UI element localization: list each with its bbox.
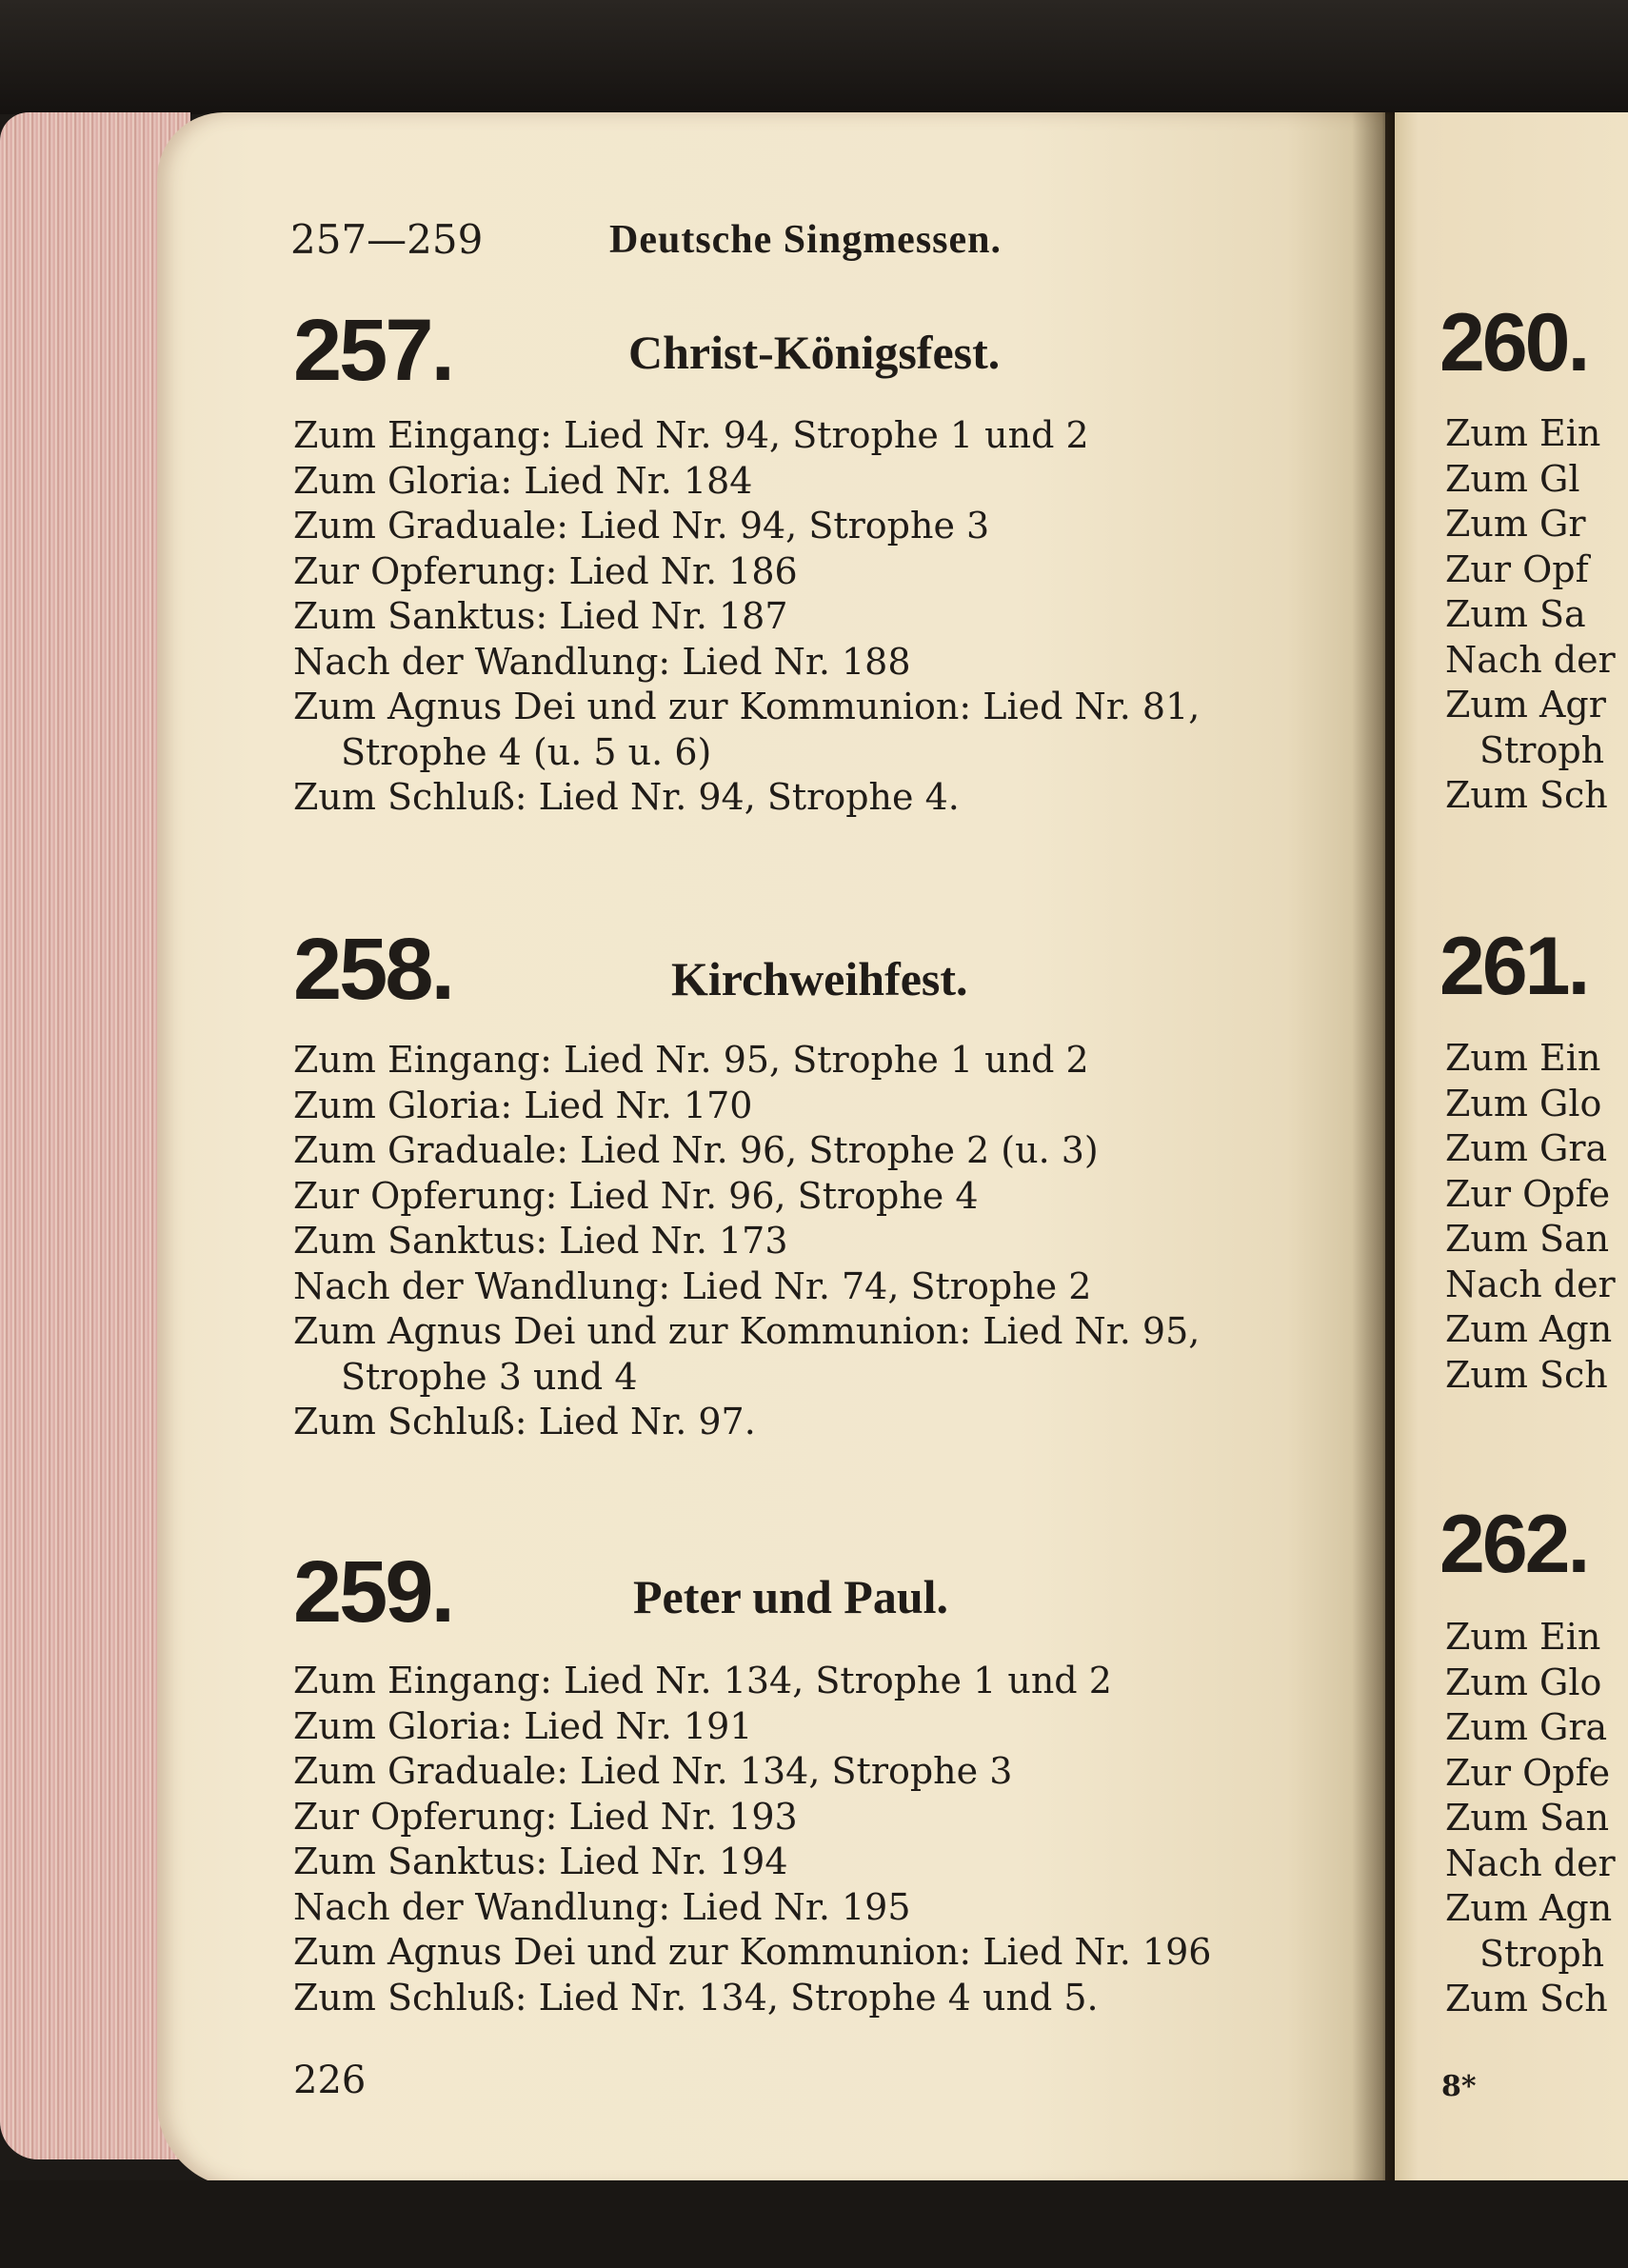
entry-line: Zum Graduale: Lied Nr. 94, Strophe 3 [293, 505, 990, 547]
entry-line: Nach der Wandlung: Lied Nr. 195 [293, 1885, 911, 1928]
book-cover-top [0, 0, 1628, 114]
section-number-259: 259. [293, 1543, 453, 1641]
entry-line: Zum Gr [1445, 503, 1586, 545]
entry-line: Zum Gloria: Lied Nr. 184 [293, 459, 753, 502]
entry-line: Zum Gloria: Lied Nr. 170 [293, 1084, 753, 1126]
entry-line: Zum Schluß: Lied Nr. 134, Strophe 4 und 5. [293, 1976, 1099, 2019]
entry-line: Zum Sch [1445, 1978, 1608, 2019]
page-range: 257—259 [290, 216, 484, 263]
entry-line: Zum Gloria: Lied Nr. 191 [293, 1704, 753, 1747]
entry-line-continued: Stroph [1479, 1932, 1605, 1975]
entry-line: Zum Sa [1445, 593, 1586, 635]
entry-line: Zum Sch [1445, 1353, 1608, 1396]
entry-line: Zum Sanktus: Lied Nr. 187 [293, 595, 788, 637]
entry-line: Zum Graduale: Lied Nr. 96, Strophe 2 (u. 3) [293, 1129, 1099, 1171]
entry-line: Zum Ein [1445, 1616, 1601, 1658]
entry-line: Zum Sch [1445, 774, 1608, 816]
running-head [290, 211, 1338, 269]
section-title-259: Peter und Paul. [633, 1570, 949, 1623]
section-entries-258 [293, 1038, 1379, 1445]
entry-line: Zum Eingang: Lied Nr. 95, Strophe 1 und 2 [293, 1039, 1089, 1081]
section-number-258: 258. [293, 921, 453, 1018]
entry-line: Zum Glo [1445, 1082, 1602, 1124]
section-entries-259 [293, 1659, 1379, 2020]
entry-line: Zum Gl [1445, 457, 1580, 500]
entry-line-continued: Stroph [1479, 728, 1605, 771]
entry-line: Zum Agnus Dei und zur Kommunion: Lied Nr. 196 [293, 1931, 1212, 1973]
entry-line: Nach der [1445, 638, 1616, 681]
entry-line-continued: Strophe 4 (u. 5 u. 6) [341, 730, 712, 773]
section-number-261: 261. [1439, 921, 1588, 1012]
entry-line: Zum Glo [1445, 1661, 1602, 1703]
section-number-260: 260. [1439, 297, 1588, 388]
entry-line: Zur Opf [1445, 547, 1589, 590]
section-entries-257 [293, 413, 1379, 821]
entry-line: Zum Ein [1445, 412, 1601, 454]
section-number-262: 262. [1439, 1499, 1588, 1590]
entry-line: Zum Schluß: Lied Nr. 94, Strophe 4. [293, 776, 960, 818]
running-title: Deutsche Singmessen. [609, 218, 1003, 262]
entry-line: Nach der Wandlung: Lied Nr. 188 [293, 640, 911, 683]
entry-line: Zum San [1445, 1797, 1610, 1839]
entry-line: Zum Eingang: Lied Nr. 134, Strophe 1 und 2 [293, 1660, 1112, 1701]
entry-line: Zum Ein [1445, 1037, 1601, 1079]
entry-line: Zum Agnus Dei und zur Kommunion: Lied Nr. 95, [293, 1310, 1201, 1352]
entry-line: Zum San [1445, 1218, 1610, 1260]
book-cover-bottom [0, 2180, 1628, 2268]
section-entries-261 [1445, 1036, 1628, 1398]
entry-line: Nach der [1445, 1841, 1616, 1884]
entry-line: Zur Opferung: Lied Nr. 193 [293, 1795, 798, 1838]
entry-line: Zum Eingang: Lied Nr. 94, Strophe 1 und 2 [293, 414, 1089, 456]
entry-line: Zur Opferung: Lied Nr. 186 [293, 549, 798, 592]
entry-line: Nach der [1445, 1263, 1616, 1305]
entry-line: Zum Sanktus: Lied Nr. 173 [293, 1220, 788, 1262]
section-number-257: 257. [293, 302, 453, 399]
section-title-257: Christ-Königsfest. [628, 326, 1001, 379]
entry-line: Zum Agn [1445, 1308, 1613, 1350]
section-entries-262 [1445, 1615, 1628, 2022]
entry-line-continued: Strophe 3 und 4 [341, 1355, 638, 1398]
entry-line: Zum Agn [1445, 1887, 1613, 1929]
entry-line: Zur Opferung: Lied Nr. 96, Strophe 4 [293, 1174, 979, 1217]
entry-line: Zur Opfe [1445, 1172, 1611, 1215]
entry-line: Zum Schluß: Lied Nr. 97. [293, 1401, 756, 1442]
entry-line: Nach der Wandlung: Lied Nr. 74, Strophe 2 [293, 1264, 1092, 1307]
page-number: 226 [293, 2059, 367, 2102]
entry-line: Zum Gra [1445, 1706, 1608, 1748]
signature-mark: 8* [1441, 2070, 1477, 2103]
section-title-258: Kirchweihfest. [671, 952, 968, 1005]
section-entries-260 [1445, 411, 1628, 819]
entry-line: Zum Sanktus: Lied Nr. 194 [293, 1840, 788, 1882]
entry-line: Zur Opfe [1445, 1751, 1611, 1794]
entry-line: Zum Agr [1445, 684, 1606, 726]
entry-line: Zum Graduale: Lied Nr. 134, Strophe 3 [293, 1750, 1013, 1792]
entry-line: Zum Agnus Dei und zur Kommunion: Lied Nr. 81, [293, 686, 1201, 727]
entry-line: Zum Gra [1445, 1127, 1608, 1169]
